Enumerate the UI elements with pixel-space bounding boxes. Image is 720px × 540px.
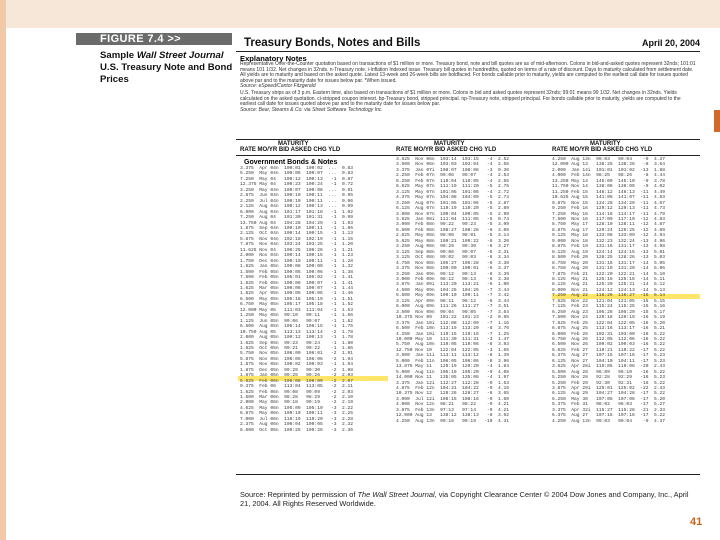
quote-row: 3.375 Nov 08n 100:00 100:01 -6 3.37: [396, 266, 510, 272]
quote-row: 10.625 Aug 15 141:06 141:07 -11 4.63: [552, 195, 666, 201]
quote-row: 6.500 Aug 05n 106:14 106:15 -1 1.75: [240, 324, 354, 330]
quote-row: 10.375 Nov 09 101:22 101:23 -2 0.95: [396, 315, 510, 321]
quote-row: 5.250 Feb 29 92:30 92:31 -16 5.22: [552, 380, 666, 386]
quote-row: 1.500 Feb 05n 100:05 100:06 -1 1.38: [240, 269, 354, 275]
quote-row: 7.875 Feb 21 122:20 122:21 -14 5.10: [552, 271, 666, 277]
column-header-rule: [236, 155, 700, 156]
header-rule: [236, 139, 700, 140]
quote-row: 7.500 Nov 24 120:18 120:19 -16 5.19: [552, 315, 666, 321]
quote-row: 8.750 May 20 131:16 131:17 -14 5.05: [552, 260, 666, 266]
quote-row: 6.500 Nov 26 109:02 109:03 -16 5.22: [552, 342, 666, 348]
quote-row: 6.625 May 07n 111:19 111:20 -5 2.75: [396, 184, 510, 190]
quote-row: 8.125 Aug 21 125:20 125:21 -14 5.12: [552, 282, 666, 288]
quote-row: 6.625 Feb 27 110:21 110:22 -17 5.22: [552, 347, 666, 353]
quote-row: 5.250 Nov 28 92:28 92:29 -16 5.23: [552, 375, 666, 381]
quote-row: 8.000 Nov 21 124:12 124:13 -14 5.13: [552, 287, 666, 293]
right-edge-tab: [714, 110, 720, 132]
document-title: Treasury Bonds, Notes and Bills: [244, 37, 421, 49]
quote-row: 6.875 May 06n 109:10 109:11 -3 2.25: [240, 411, 354, 417]
quote-row: 5.000 Aug 11n 105:19 105:20 -9 4.08: [396, 369, 510, 375]
quote-row: 3.500 Nov 09n 99:04 99:05 -7 3.64: [396, 309, 510, 315]
quote-row: 3.500 Nov 06n 103:03 103:04 -4 2.55: [396, 162, 510, 168]
quote-row: 8.125 Aug 19 124:14 124:15 -13 5.01: [552, 249, 666, 255]
quote-row: 6.375 Aug 27 107:15 107:16 -17 5.22: [552, 413, 666, 419]
explanatory-title: Explanatory Notes: [240, 54, 307, 63]
quote-row: 2.000 May 06n 99:18 99:19 -2 2.19: [240, 400, 354, 406]
quote-row: 10.000 May 10 111:30 111:31 -3 1.47: [396, 336, 510, 342]
quote-row: 2.000 Nov 04n 100:14 100:15 -1 1.23: [240, 253, 354, 259]
quote-row: 1.625 Apr 05n 100:05 100:06 -1 1.46: [240, 291, 354, 297]
quote-row: 1.125 Jun 05n 99:06 99:07 -1 1.62: [240, 318, 354, 324]
quote-row: 7.250 Aug 22 116:26 116:27 -15 5.14: [552, 293, 666, 299]
quote-row: 7.500 Feb 05n 105:01 105:02 -1 1.41: [240, 275, 354, 281]
quote-row: 3.375 Apr 04n 100:01 100:02 ... 0.83: [240, 166, 354, 171]
quote-row: 3.125 Apr 09n 98:11 98:12 -6 3.44: [396, 298, 510, 304]
top-band: [6, 0, 720, 28]
quote-row: 12.750 Nov 10 122:04 122:05 -3 1.65: [396, 347, 510, 353]
quote-row: 4.250 Aug 13n 99:03 99:04 -9 4.37: [552, 418, 666, 424]
quote-table: [236, 157, 700, 469]
strips-text: U.S. Treasury strips as of 3 p.m. Eastern time, also based on transactions of $1 million or more. Colons in bid and asked quotes represent 32nds; 99:01 means 99 1/32. Net changes in 32nds. Yields calculated on the asked quotation. ci-stripped coupon interest. bp-Treasury bond, stripped principal. np-Treasury note, stripped principal. For bonds callable prior to maturity, yields are computed to the earliest call date for issues quoted above par and to the maturity date for issues below par.: [240, 89, 681, 108]
quote-row: 3.125 Sep 08n 99:06 99:07 -6 3.31: [396, 249, 510, 255]
quote-column-1: [240, 166, 390, 433]
quote-row: 8.875 Aug 17 129:24 129:25 -12 4.89: [552, 227, 666, 233]
quote-row: 3.000 Nov 07n 100:04 100:05 -5 2.99: [396, 211, 510, 217]
caption-suffix: U.S. Treasury Note and Bond Prices: [100, 62, 233, 85]
quote-row: 3.250 Jan 09n 99:12 99:13 -6 3.39: [396, 271, 510, 277]
quote-row: 1.625 Sep 05n 99:23 99:24 -1 1.80: [240, 340, 354, 346]
quote-row: 9.375 Feb 06 113:04 113:05 -2 2.11: [240, 384, 354, 390]
quote-row: 7.250 Aug 04 101:30 101:31 -1 0.99: [240, 215, 354, 221]
quote-row: 2.000 Jan 14i 101:01 101:02 -13 1.88: [552, 167, 666, 173]
quote-row: 5.625 May 08n 109:21 109:22 -6 3.20: [396, 238, 510, 244]
quote-row: 3.250 Aug 08n 99:29 99:30 -6 3.27: [396, 244, 510, 250]
quote-row: 1.625 Jan 05n 100:08 100:09 -1 1.32: [240, 264, 354, 270]
quote-row: 3.000 Feb 09n 98:12 98:13 -6 3.38: [396, 276, 510, 282]
quote-row: 8.750 May 17 128:10 128:11 -12 4.87: [552, 222, 666, 228]
quote-column-2: [396, 157, 546, 424]
quote-row: 10.375 Nov 12 128:26 128:27 -6 3.65: [396, 391, 510, 397]
quote-row: 14.000 Nov 11 135:05 135:06 -4 1.97: [396, 375, 510, 381]
quote-row: 7.250 May 04 100:12 100:13 -1 0.87: [240, 176, 354, 182]
explanatory-notes: [240, 62, 698, 113]
quote-row: 7.875 Nov 04n 103:24 103:25 -1 1.20: [240, 242, 354, 248]
quote-row: 1.250 May 05n 99:10 99:11 -1 1.56: [240, 313, 354, 319]
quote-row: 4.375 May 07n 104:08 104:09 -5 2.74: [396, 195, 510, 201]
quote-row: 2.875 Jun 04n 100:10 100:11 ... 0.95: [240, 193, 354, 199]
quote-row: 1.625 Mar 05n 100:06 100:07 -1 1.44: [240, 285, 354, 291]
quote-row: 1.875 Sep 04n 100:10 100:11 -1 1.06: [240, 225, 354, 231]
caption-italic: Wall Street Journal: [136, 50, 224, 61]
quote-row: 3.375 Jan 10i 112:08 112:09 -7 1.16: [396, 320, 510, 326]
quote-row: 2.375 Aug 06n 100:04 100:05 -3 2.32: [240, 422, 354, 428]
page-number: 41: [690, 516, 703, 528]
quote-row: 5.500 May 09n 109:10 109:11 -7 3.42: [396, 293, 510, 299]
column-header-2: MATURITY RATE MO/YR BID ASKED CHG YLD: [396, 141, 497, 154]
footer-rule: [236, 474, 700, 475]
quote-row: 6.125 Nov 27 104:10 104:11 -17 5.23: [552, 358, 666, 364]
column-header-3: MATURITY RATE MO/YR BID ASKED CHG YLD: [552, 141, 653, 154]
figure-caption: [100, 50, 238, 86]
quote-row: 5.375 Feb 31 96:02 96:03 -17 5.27: [552, 402, 666, 408]
quote-row: 11.750 Nov 14 138:08 138:09 -9 4.02: [552, 184, 666, 190]
quote-row: 9.000 Nov 18 132:23 132:24 -13 4.96: [552, 238, 666, 244]
explanatory-text: Representative Over-the-Counter quotation based on transactions of $1 million or more. Treasury bond, note and bill quotes are as of mid-afternoon. Colons in bid-and-asked quotes represent 32nds; 101:01 means 101 1/32. Net changes in 32nds. n-Treasury note. i-Inflation Indexed issue. Treasury bill quotes in hundredths, quoted on terms of a rate of discount. Days to maturity calculated from settlement date. All yields are to maturity and based on the asked quote. Latest 13-week and 26-week bills are boldfaced. For bonds callable prior to maturity, yields are computed to the earliest call date for issues quoted above par and to the maturity date for issues below par. *When issued.: [240, 61, 696, 84]
source-line-2: Source: Bear, Stearns & Co. via Street Software Technology Inc.: [240, 106, 383, 113]
quote-row: 11.625 Nov 04 106:25 106:26 -1 1.21: [240, 247, 354, 253]
quote-row: 13.250 May 14 145:09 145:10 -9 3.78: [552, 178, 666, 184]
quote-row: 9.125 May 18 133:08 133:09 -12 4.94: [552, 233, 666, 239]
quote-row: 3.625 Apr 28i 119:05 119:06 -20 2.43: [552, 364, 666, 370]
quote-row: 5.750 Nov 05n 106:00 106:01 -2 1.91: [240, 351, 354, 357]
quote-row: 6.750 May 05n 105:17 105:18 -1 1.52: [240, 302, 354, 308]
quote-row: 6.000 Aug 09n 111:26 111:27 -7 3.51: [396, 304, 510, 310]
quote-row: 6.375 Aug 27 107:15 107:16 -17 5.23: [552, 353, 666, 359]
quote-row: 6.250 Aug 23 105:28 105:29 -15 5.17: [552, 309, 666, 315]
quote-row: 5.875 Nov 04n 102:18 102:19 -1 1.15: [240, 236, 354, 242]
quote-row: 9.875 Nov 15 134:28 134:29 -11 4.67: [552, 200, 666, 206]
quote-row: 5.750 Aug 10n 110:05 110:06 -8 3.93: [396, 342, 510, 348]
quote-row: 3.625 Jan 08i 111:04 111:05 -5 0.74: [396, 216, 510, 222]
quote-row: 7.125 Feb 23 115:24 115:25 -15 5.16: [552, 304, 666, 310]
quote-row: 2.125 Oct 04n 100:14 100:15 -1 1.13: [240, 231, 354, 237]
quote-row: 7.250 May 16 114:16 114:17 -11 4.79: [552, 211, 666, 217]
quote-row: 8.875 Feb 19 131:16 131:17 -13 4.98: [552, 244, 666, 250]
quote-row: 4.750 Nov 08n 105:27 105:28 -6 3.38: [396, 260, 510, 266]
quote-row: 7.625 Feb 25 122:04 122:05 -16 5.20: [552, 320, 666, 326]
quote-column-3: [552, 157, 700, 424]
quote-row: 13.875 May 11 129:19 129:20 -4 1.84: [396, 364, 510, 370]
quote-row: 4.250 Aug 13n 99:03 99:04 -9 4.37: [552, 157, 666, 162]
quote-row: 11.250 Feb 15 146:12 146:13 -11 4.49: [552, 189, 666, 195]
quote-row: 6.000 Feb 26 102:31 103:00 -16 5.22: [552, 331, 666, 337]
quote-row: 7.500 Nov 16 117:09 117:10 -12 4.83: [552, 216, 666, 222]
quote-row: 6.875 Aug 25 113:16 113:17 -16 5.21: [552, 326, 666, 332]
quote-row: 5.875 Nov 05n 106:05 106:06 -2 1.94: [240, 356, 354, 362]
quote-row: 12.000 Aug 13 138:12 138:13 -8 3.92: [396, 413, 510, 419]
quote-row: 6.500 Feb 10n 113:19 113:20 -8 3.76: [396, 326, 510, 332]
quote-row: 4.875 Feb 12n 104:21 104:22 -9 4.16: [396, 386, 510, 392]
quote-row: 3.125 May 07n 101:05 101:06 -4 2.72: [396, 189, 510, 195]
newspaper-clipping: [236, 34, 700, 512]
quote-row: 2.125 Aug 04n 100:12 100:13 ... 0.99: [240, 204, 354, 210]
quote-row: 3.625 Nov 06n 103:14 103:15 -4 2.52: [396, 157, 510, 162]
quote-row: 12.000 Aug 13 138:25 138:26 -8 3.64: [552, 162, 666, 168]
quote-row: 4.000 Feb 14n 98:25 98:26 -8 4.44: [552, 173, 666, 179]
quote-row: 2.250 Jul 04n 100:10 100:11 ... 0.96: [240, 198, 354, 204]
source-line-1: Source: eSpeed/Cantor Fitzgerald: [240, 83, 316, 90]
quote-row: 7.625 Nov 22 121:04 121:05 -15 5.15: [552, 298, 666, 304]
quote-row: 6.250 May 30 107:05 107:06 -17 5.20: [552, 396, 666, 402]
quote-row: 7.000 Jul 06n 110:19 110:20 -3 2.28: [240, 416, 354, 422]
quote-row: 8.125 May 21 125:15 125:16 -14 5.11: [552, 276, 666, 282]
quote-row: 3.125 Oct 08n 99:02 99:03 -6 3.34: [396, 255, 510, 261]
quote-row: 5.250 May 04n 100:06 100:07 ... 0.83: [240, 171, 354, 177]
quote-row: 3.250 Aug 07n 101:05 101:06 -5 2.87: [396, 200, 510, 206]
quote-row: 9.250 Feb 16 129:12 129:13 -11 4.73: [552, 206, 666, 212]
quote-row: 12.000 May 05 111:03 111:04 -1 1.53: [240, 307, 354, 313]
quote-row: 3.250 May 04n 100:07 100:08 ... 0.91: [240, 187, 354, 193]
quote-row: 8.750 Aug 20 131:19 131:20 -14 5.06: [552, 266, 666, 272]
quote-row: 4.500 May 09n 104:25 104:26 -7 3.44: [396, 287, 510, 293]
reprint-source: Source: Reprinted by permission of The Wall Street Journal, via Copyright Clearance Center © 2004 Dow Jones and Company, Inc., April 21, 2004. All Rights Reserved Worldwide.: [240, 490, 689, 508]
quote-row: 1.625 Oct 05n 99:21 99:22 -1 1.86: [240, 345, 354, 351]
quote-row: 1.500 Mar 06n 98:28 98:29 -2 2.10: [240, 395, 354, 401]
quote-row: 1.875 Jan 06n 99:25 99:26 -2 2.03: [240, 373, 354, 379]
quote-row: 3.000 Feb 08n 99:22 99:23 -5 3.09: [396, 222, 510, 228]
quote-row: 4.250 Jan 10i 119:15 119:16 -7 1.25: [396, 331, 510, 337]
quote-row: 1.875 Dec 05n 99:29 99:30 -2 1.98: [240, 367, 354, 373]
quote-row: 4.000 Nov 12n 98:21 98:22 -9 4.21: [396, 402, 510, 408]
quote-row: 3.000 Jul 12i 108:15 108:16 -9 1.60: [396, 396, 510, 402]
quote-row: 13.750 Aug 04 104:28 104:29 -1 1.03: [240, 220, 354, 226]
quote-row: 8.500 Feb 20 128:25 128:26 -13 5.03: [552, 255, 666, 261]
quote-row: 3.375 Jan 12i 112:27 112:28 -9 1.53: [396, 380, 510, 386]
quote-row: 6.250 Feb 07n 110:04 110:05 -4 2.56: [396, 178, 510, 184]
quote-row: 12.375 May 04 100:23 100:24 -1 0.72: [240, 182, 354, 188]
quote-row: 3.375 Apr 32i 115:27 115:28 -21 2.33: [552, 407, 666, 413]
quote-row: 3.875 Feb 13n 97:13 97:14 -9 4.21: [396, 407, 510, 413]
quote-row: 5.500 Aug 28 96:09 96:10 -16 5.22: [552, 369, 666, 375]
quote-row: 6.500 Oct 06n 109:25 109:26 -3 2.36: [240, 427, 354, 433]
quote-row: 2.000 Aug 05n 100:12 100:13 -1 1.78: [240, 335, 354, 341]
quote-row: 3.875 Apr 29i 125:01 125:02 -22 2.43: [552, 386, 666, 392]
quote-row: 3.875 Jan 09i 113:20 113:21 -6 1.00: [396, 282, 510, 288]
quote-row: 6.750 Aug 26 112:05 112:06 -16 5.22: [552, 336, 666, 342]
quote-row: 1.625 Feb 05n 100:06 100:07 -1 1.41: [240, 280, 354, 286]
quote-row: 1.750 Dec 04n 100:10 100:11 -1 1.28: [240, 258, 354, 264]
left-accent-bar: [0, 0, 6, 540]
title-rule: [236, 51, 700, 52]
quote-row: 3.375 Jan 07i 108:07 108:08 -3 0.36: [396, 167, 510, 173]
quote-row: 6.500 May 05n 105:18 105:19 -1 1.51: [240, 296, 354, 302]
quote-row: 10.750 Aug 05 113:13 113:14 -2 1.78: [240, 329, 354, 335]
section-label: Government Bonds & Notes: [244, 159, 338, 166]
quote-row: 4.625 May 06n 105:09 105:10 -3 2.22: [240, 405, 354, 411]
quote-row: 5.625 Feb 06n 106:08 106:09 -2 2.07: [240, 378, 354, 384]
column-header-1: MATURITY RATE MO/YR BID ASKED CHG YLD: [240, 141, 341, 154]
caption-prefix: Sample: [100, 50, 135, 61]
quote-row: 3.500 Jan 11i 113:11 113:12 -8 1.39: [396, 353, 510, 359]
document-date: April 20, 2004: [641, 38, 700, 48]
quote-row: 2.625 May 08n 98:00 98:01 -5 3.14: [396, 233, 510, 239]
quote-row: 6.125 Aug 07n 110:19 110:20 -5 2.89: [396, 206, 510, 212]
quote-row: 2.250 Feb 07n 99:06 99:07 -4 2.53: [396, 173, 510, 179]
quote-row: 4.250 Aug 13n 99:18 99:19 -10 4.31: [396, 418, 510, 424]
figure-label: FIGURE 7.4 >>: [100, 33, 182, 45]
quote-row: 6.125 Aug 29 104:27 104:28 -17 5.22: [552, 391, 666, 397]
quote-row: 5.000 Feb 11n 106:05 106:06 -8 3.96: [396, 358, 510, 364]
quote-row: 5.500 Feb 08n 108:27 108:28 -6 3.08: [396, 227, 510, 233]
quote-row: 6.000 Aug 04n 101:17 101:18 -1 1.02: [240, 209, 354, 215]
quote-row: 1.875 Nov 05n 100:02 100:03 -1 1.94: [240, 362, 354, 368]
quote-row: 1.625 Feb 06n 99:08 99:09 -2 2.03: [240, 389, 354, 395]
